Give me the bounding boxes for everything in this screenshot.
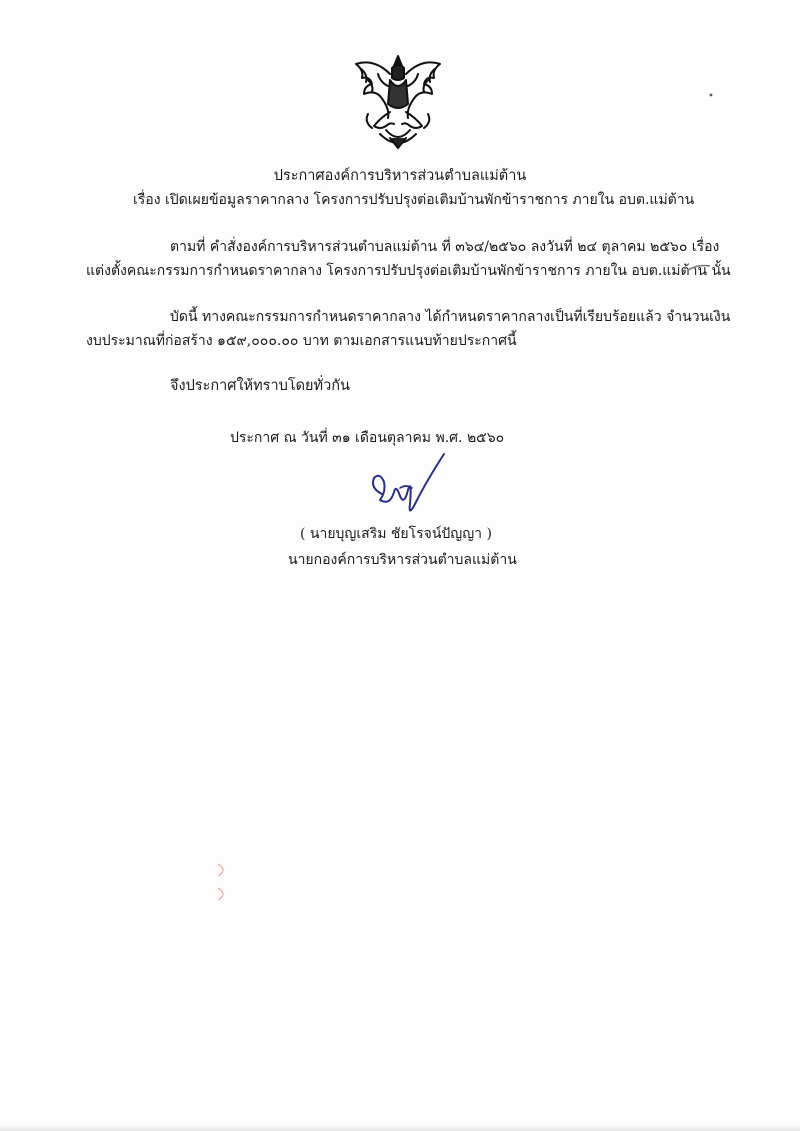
- closing-statement: จึงประกาศให้ทราบโดยทั่วกัน: [170, 378, 350, 394]
- punch-hole-mark-bottom: [214, 886, 230, 902]
- garuda-emblem-icon: [350, 52, 446, 152]
- announcement-title: ประกาศองค์การบริหารส่วนตำบลแม่ต้าน: [273, 168, 527, 184]
- paragraph-1-line-1: ตามที่ คำสั่งองค์การบริหารส่วนตำบลแม่ต้าน ที่ ๓๖๔/๒๕๖๐ ลงวันที่ ๒๔ ตุลาคม ๒๕๖๐ เรื่อง: [170, 239, 720, 255]
- scan-bottom-edge: [0, 1125, 800, 1131]
- signatory-name: ( นายบุญเสริม ชัยโรจน์ปัญญา ): [300, 526, 492, 542]
- paragraph-2-line-2: งบประมาณที่ก่อสร้าง ๑๕๙,๐๐๐.๐๐ บาท ตามเอกสารแนบท้ายประกาศนี้: [86, 333, 517, 349]
- announcement-subject: เรื่อง เปิดเผยข้อมูลราคากลาง โครงการปรับปรุงต่อเติมบ้านพักข้าราชการ ภายใน อบต.แม่ต้าน: [133, 192, 695, 208]
- announcement-date: ประกาศ ณ วันที่ ๓๑ เดือนตุลาคม พ.ศ. ๒๕๖๐: [230, 430, 505, 446]
- punch-hole-mark-top: [214, 862, 230, 878]
- paragraph-2-line-1: บัดนี้ ทางคณะกรรมการกำหนดราคากลาง ได้กำหนดราคากลางเป็นที่เรียบร้อยแล้ว จำนวนเงิน: [170, 309, 731, 325]
- signatory-position: นายกองค์การบริหารส่วนตำบลแม่ต้าน: [288, 552, 517, 568]
- scan-mark: [686, 262, 712, 272]
- scan-speck: [708, 92, 714, 98]
- paragraph-1-line-2: แต่งตั้งคณะกรรมการกำหนดราคากลาง โครงการปรับปรุงต่อเติมบ้านพักข้าราชการ ภายใน อบต.แม่ต้าน นั้น: [86, 263, 731, 279]
- handwritten-signature: [360, 448, 470, 528]
